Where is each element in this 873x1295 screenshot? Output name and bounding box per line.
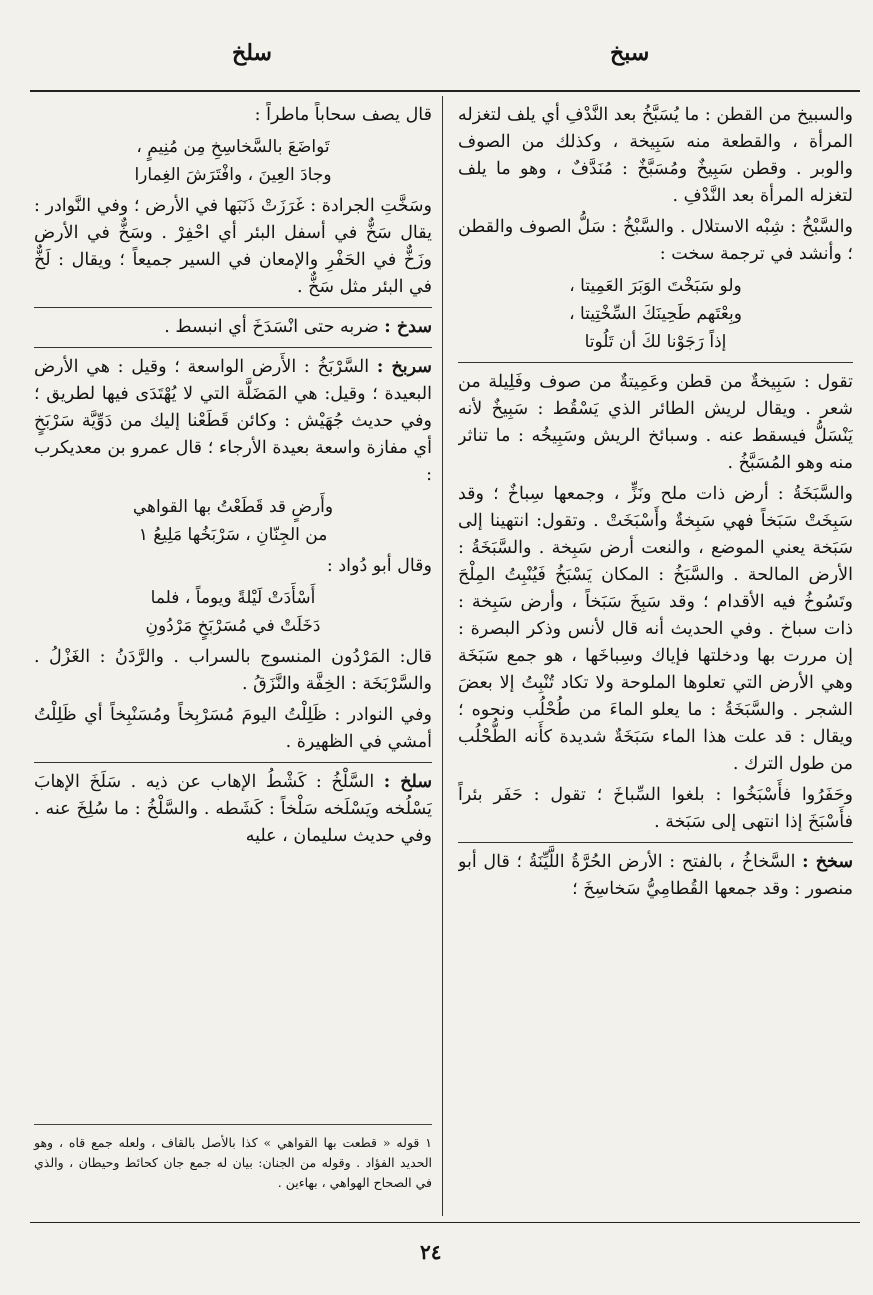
left-column (34, 102, 432, 1214)
entry-headword: سلخ : (383, 772, 432, 792)
running-header-right: سبخ (610, 40, 650, 66)
paragraph: تقول : سَبِيخةٌ من قطن وعَمِيتةٌ من صوف وفَلِيلة من شعر . ويقال لريش الطائر الذي يَسْقُط : سَبِيخٌ لأنه يَنْسَلُّ فيسقط عنه . وسبائخ الريش وسَبِيخُه : ما تناثر منه وهو المُسَبَّخُ . (458, 362, 853, 477)
verse-line: من الجِنّانِ ، سَرْبَخُها مَلِيعُ ١ (138, 525, 328, 545)
paragraph: قال: المَرْدُون المنسوج بالسراب . والرَّدَنُ : الغَزْلُ . والسَّرْبَخَة : الخِفَّة والنَّزَقُ . (34, 647, 432, 694)
dictionary-entry (34, 347, 432, 489)
paragraph: والسبيخ من القطن : ما يُسَبَّخُ بعد النَّدْفِ أي يلف لتغزله المرأة ، والقطعة منه سَبِيخة ، وكذلك من الصوف والوبر . وقطن سَبِيخٌ ومُسَبَّخٌ : مُنَدَّفٌ ، وهو ما يلف لتغزله المرأة بعد النَّدْفِ . (458, 105, 853, 206)
verse-block (34, 133, 432, 189)
column-divider (442, 96, 443, 1216)
right-column (458, 102, 853, 1214)
verse-line: تَواضَعَ بالسَّخاسِخِ مِن مُنِيمٍ ، (136, 137, 330, 157)
verse-line: أَسْأَدَتْ لَيْلةً ويوماً ، فلما (150, 588, 316, 608)
verse-line: وأَرضٍ قد قَطَعْتُ بها القواهي (132, 497, 334, 517)
verse-line: وجادَ العِينَ ، وافْتَرَشَ الغِمارا (134, 165, 332, 185)
header-rule (30, 90, 860, 92)
verse-block (458, 272, 853, 356)
entry-text: السَّرْبَخُ : الأَرض الواسعة ؛ وقيل : هي الأرض البعيدة ؛ وقيل: هي المَضَلَّة التي لا يُهْتَدَى فيها لطريق ؛ وفي حديث جُهَيْش : وكائن قَطَعْنا إليك من دَوِّيَّة سَرْبَخٍ أي مفازة واسعة بعيدة الأرجاء ؛ قال عمرو بن معديكرب : (34, 357, 432, 485)
running-header-left: سلخ (232, 40, 272, 66)
verse-block (34, 584, 432, 640)
entry-text: ضربه حتى انْسَدَخَ أي انبسط . (164, 317, 379, 337)
verse-line: ولو سَبَخْتَ الوَبَرَ العَمِيتا ، (569, 276, 742, 296)
entry-headword: سربخ : (376, 357, 432, 377)
paragraph: والسَّبْخُ : شِبْه الاستلال . والسَّبْخُ : سَلُّ الصوف والقطن ؛ وأنشد في ترجمة سخت : (458, 217, 853, 264)
paragraph: وحَفَرُوا فأَسْبَخُوا : بلغوا السِّباخَ ؛ تقول : حَفَر بئراً فأَسْبَخَ إذا انتهى إلى سَبَخة . (458, 785, 853, 832)
entry-headword: سدخ : (384, 317, 432, 337)
dictionary-entry (34, 762, 432, 850)
dictionary-entry (458, 842, 853, 903)
verse-line: إذاً رَجَوْنا لكَ أن تَلُوتا (584, 332, 727, 352)
paragraph: وقال أبو دُواد : (326, 556, 432, 576)
verse-line: وبِعْتَهم طَحِينَكَ السِّخْتِيتا ، (569, 304, 742, 324)
entry-text: السَّخاخُ ، بالفتح : الأرض الحُرَّةُ اللَّيِّنَةُ ؛ قال أبو منصور : وقد جمعها القُطامِيُّ سَخاسِخَ ؛ (458, 852, 853, 899)
footer-rule (30, 1222, 860, 1223)
page-number: ٢٤ (420, 1240, 442, 1264)
entry-headword: سخخ : (802, 852, 853, 872)
footnote: ١ قوله « قطعت بها القواهي » كذا بالأصل بالقاف ، ولعله جمع قاه ، وهو الحديد الفؤاد . وقوله من الجنان: بيان له جمع جان كحائط وحيطان ، والذي في الصحاح الهواهي ، بهاءين . (34, 1124, 432, 1193)
paragraph: والسَّبَخَةُ : أرض ذات ملح ونَزٍّ ، وجمعها سِباخٌ ؛ وقد سَبِخَتْ سَبَخاً فهي سَبِخةٌ وأَسْبَخَتْ . وتقول: انتهينا إلى سَبَخة يعني الموضع ، والنعت أرض سَبِخة . والسَّبَخَةُ : الأرض المالحة . والسَّبَخُ : المكان يَسْبَخُ فَيُنْبِتُ المِلْحَ وتَسُوخُ فيه الأقدام ؛ وقد سَبِخَ سَبَخاً ، وأرض سَبِخة : ذات سباخ . وفي الحديث أنه قال لأنس وذكر البصرة : إن مررت بها ودخلتها فإياك وسِباخَها ، هو جمع سَبَخَة وهي الأرض التي تعلوها الملوحة ولا تكاد تُنْبِتُ إلا بعضَ الشجر . والسَّبَخَةُ : ما يعلو الماءَ من طُحْلُب ونحوه ؛ ويقال : قد علت هذا الماء سَبَخَةٌ شديدة كأَنه الطُّحْلُب من طول الترك . (458, 484, 853, 774)
verse-block (34, 493, 432, 549)
entry-text: السَّلْخُ : كَشْطُ الإهاب عن ذيه . سَلَخَ الإهابَ يَسْلُخه ويَسْلَخه سَلْخاً : كَشَطه . والسَّلْخُ : ما سُلِخَ عنه . وفي حديث سليمان ، عليه (34, 772, 432, 846)
paragraph: وفي النوادر : ظَلِلْتُ اليومَ مُسَرْبِخاً ومُسَنْبِخاً أي ظَلِلْتُ أمشي في الظهيرة . (34, 705, 432, 752)
dictionary-entry (34, 307, 432, 341)
verse-line: دَخَلَتْ في مُسَرْبَخٍ مَرْدُونِ (145, 616, 321, 636)
paragraph: قال يصف سحاباً ماطراً : (254, 105, 432, 125)
paragraph: وسَخَّتِ الجرادة : غَرَزَتْ ذَنَبَها في الأرض ؛ وفي النَّوادر : يقال سَخٌّ في أسفل البئر أي احْفِرْ . وسَخٌّ في الأرض وزَخٌّ في الحَفْرِ والإمعان في السير جميعاً ؛ ويقال : لَخٌّ في البئر مثل سَخٌّ . (34, 196, 432, 297)
